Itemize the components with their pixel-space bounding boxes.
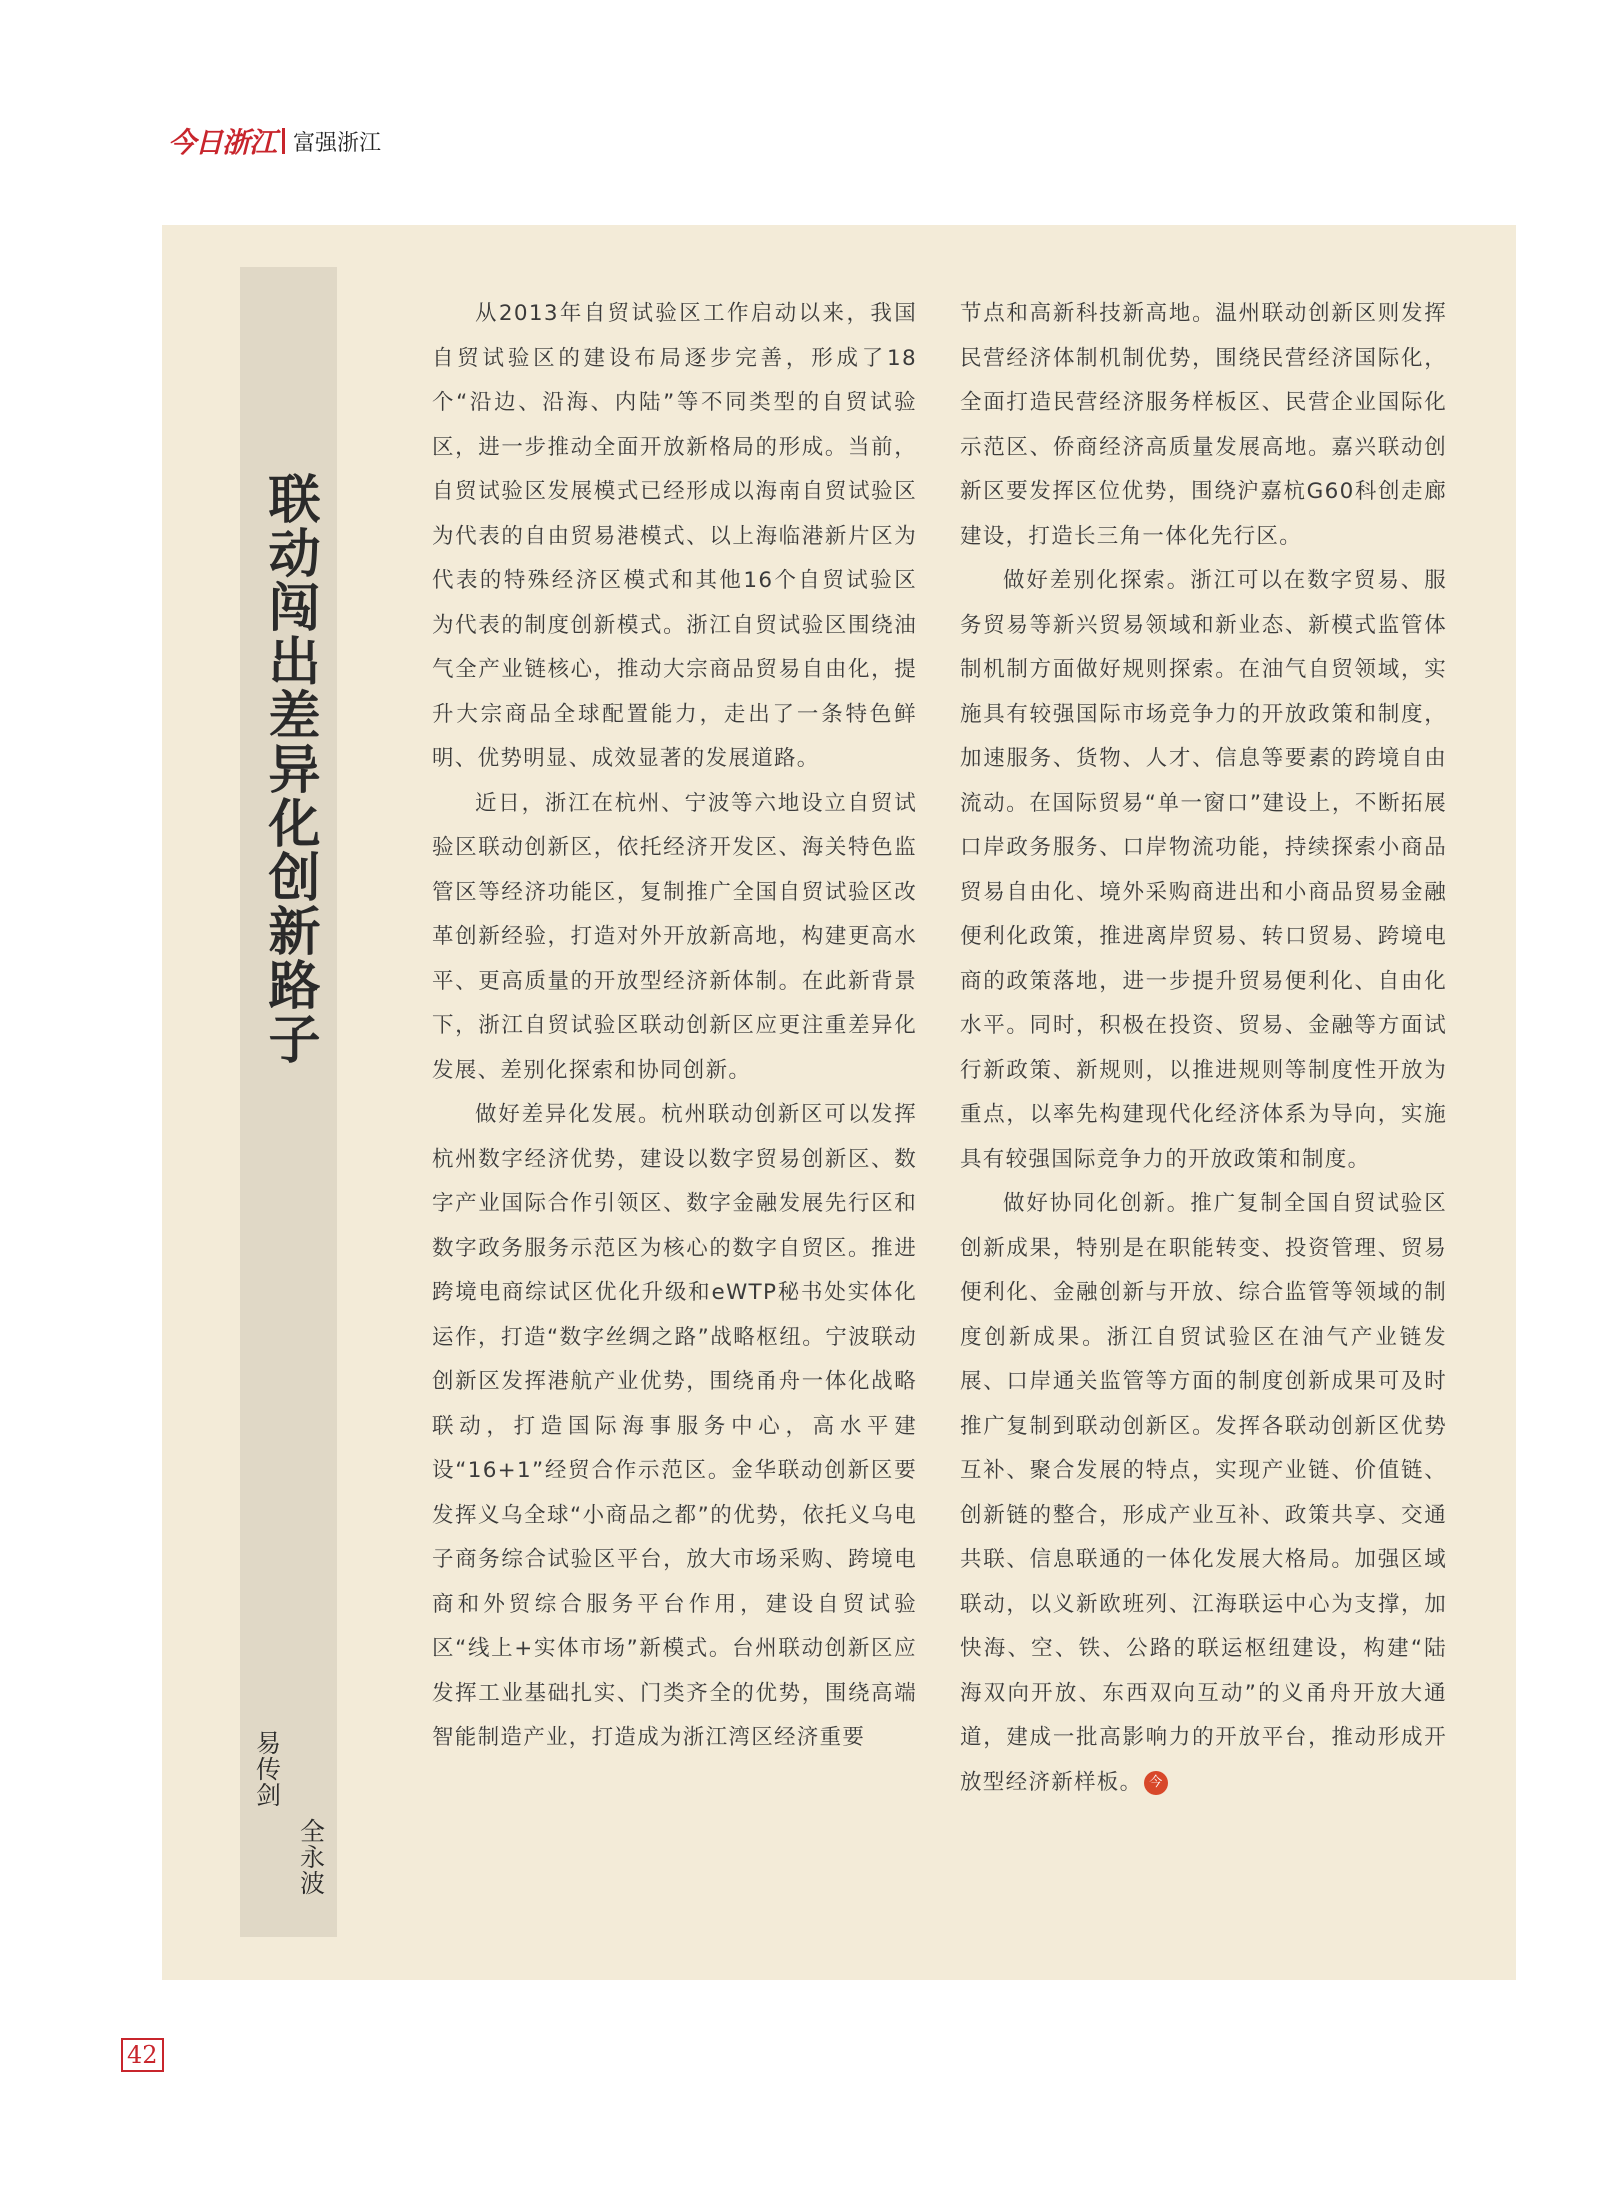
paragraph (960, 1182, 1447, 1805)
author-name: 易传剑 (252, 1730, 282, 1808)
paragraph-text: 做好协同化创新。推广复制全国自贸试验区创新成果，特别是在职能转变、投资管理、贸易便利化、金融创新与开放、综合监管等领域的制度创新成果。浙江自贸试验区在油气产业链发展、口岸通关监管等方面的制度创新成果可及时推广复制到联动创新区。发挥各联动创新区优势互补、聚合发展的特点，实现产业链、价值链、创新链的整合，形成产业互补、政策共享、交通共联、信息联通的一体化发展大格局。加强区域联动，以义新欧班列、江海联运中心为支撑，加快海、空、铁、公路的联运枢纽建设，构建“陆海双向开放、东西双向互动”的义甬舟开放大通道，建成一批高影响力的开放平台，推动形成开放型经济新样板。 (960, 1191, 1447, 1795)
page-header (168, 124, 381, 158)
paragraph: 节点和高新科技新高地。温州联动创新区则发挥民营经济体制机制优势，围绕民营经济国际化，全面打造民营经济服务样板区、民营企业国际化示范区、侨商经济高质量发展高地。嘉兴联动创新区要发挥区位优势，围绕沪嘉杭G60科创走廊建设，打造长三角一体化先行区。 (960, 301, 1447, 549)
paragraph: 近日，浙江在杭州、宁波等六地设立自贸试验区联动创新区，依托经济开发区、海关特色监管区等经济功能区，复制推广全国自贸试验区改革创新经验，打造对外开放新高地，构建更高水平、更高质量的开放型经济新体制。在此新背景下，浙江自贸试验区联动创新区应更注重差异化发展、差别化探索和协同创新。 (432, 790, 917, 1083)
header-divider (282, 128, 285, 154)
paragraph: 做好差别化探索。浙江可以在数字贸易、服务贸易等新兴贸易领域和新业态、新模式监管体制机制方面做好规则探索。在油气自贸领域，实施具有较强国际市场竞争力的开放政策和制度，加速服务、货物、人才、信息等要素的跨境自由流动。在国际贸易“单一窗口”建设上，不断拓展口岸政务服务、口岸物流功能，持续探索小商品贸易自由化、境外采购商进出和小商品贸易金融便利化政策，推进离岸贸易、转口贸易、跨境电商的政策落地，进一步提升贸易便利化、自由化水平。同时，积极在投资、贸易、金融等方面试行新政策、新规则，以推进规则等制度性开放为重点，以率先构建现代化经济体系为导向，实施具有较强国际竞争力的开放政策和制度。 (960, 568, 1447, 1172)
author-name: 全永波 (296, 1818, 326, 1896)
paragraph: 做好差异化发展。杭州联动创新区可以发挥杭州数字经济优势，建设以数字贸易创新区、数字产业国际合作引领区、数字金融发展先行区和数字政务服务示范区为核心的数字自贸区。推进跨境电商综试区优化升级和eWTP秘书处实体化运作，打造“数字丝绸之路”战略枢纽。宁波联动创新区发挥港航产业优势，围绕甬舟一体化战略联动，打造国际海事服务中心，高水平建设“16+1”经贸合作示范区。金华联动创新区要发挥义乌全球“小商品之都”的优势，依托义乌电子商务综合试验区平台，放大市场采购、跨境电商和外贸综合服务平台作用，建设自贸试验区“线上+实体市场”新模式。台州联动创新区应发挥工业基础扎实、门类齐全的优势，围绕高端智能制造产业，打造成为浙江湾区经济重要 (432, 1102, 917, 1750)
page-number: 42 (121, 2038, 164, 2072)
title-strip (240, 267, 337, 1937)
brand-logo: 今日浙江 (168, 126, 277, 159)
article-panel (162, 225, 1516, 1980)
section-name: 富强浙江 (293, 130, 382, 156)
article-title: 联动闯出差异化创新路子 (259, 472, 319, 1066)
end-mark-icon: 今 (1144, 1771, 1168, 1795)
author-list (240, 1730, 337, 1896)
article-column-1 (432, 292, 917, 1761)
paragraph: 从2013年自贸试验区工作启动以来，我国自贸试验区的建设布局逐步完善，形成了18个“沿边、沿海、内陆”等不同类型的自贸试验区，进一步推动全面开放新格局的形成。当前，自贸试验区发展模式已经形成以海南自贸试验区为代表的自由贸易港模式、以上海临港新片区为代表的特殊经济区模式和其他16个自贸试验区为代表的制度创新模式。浙江自贸试验区围绕油气全产业链核心，推动大宗商品贸易自由化，提升大宗商品全球配置能力，走出了一条特色鲜明、优势明显、成效显著的发展道路。 (432, 301, 917, 771)
article-column-2 (960, 292, 1447, 1805)
